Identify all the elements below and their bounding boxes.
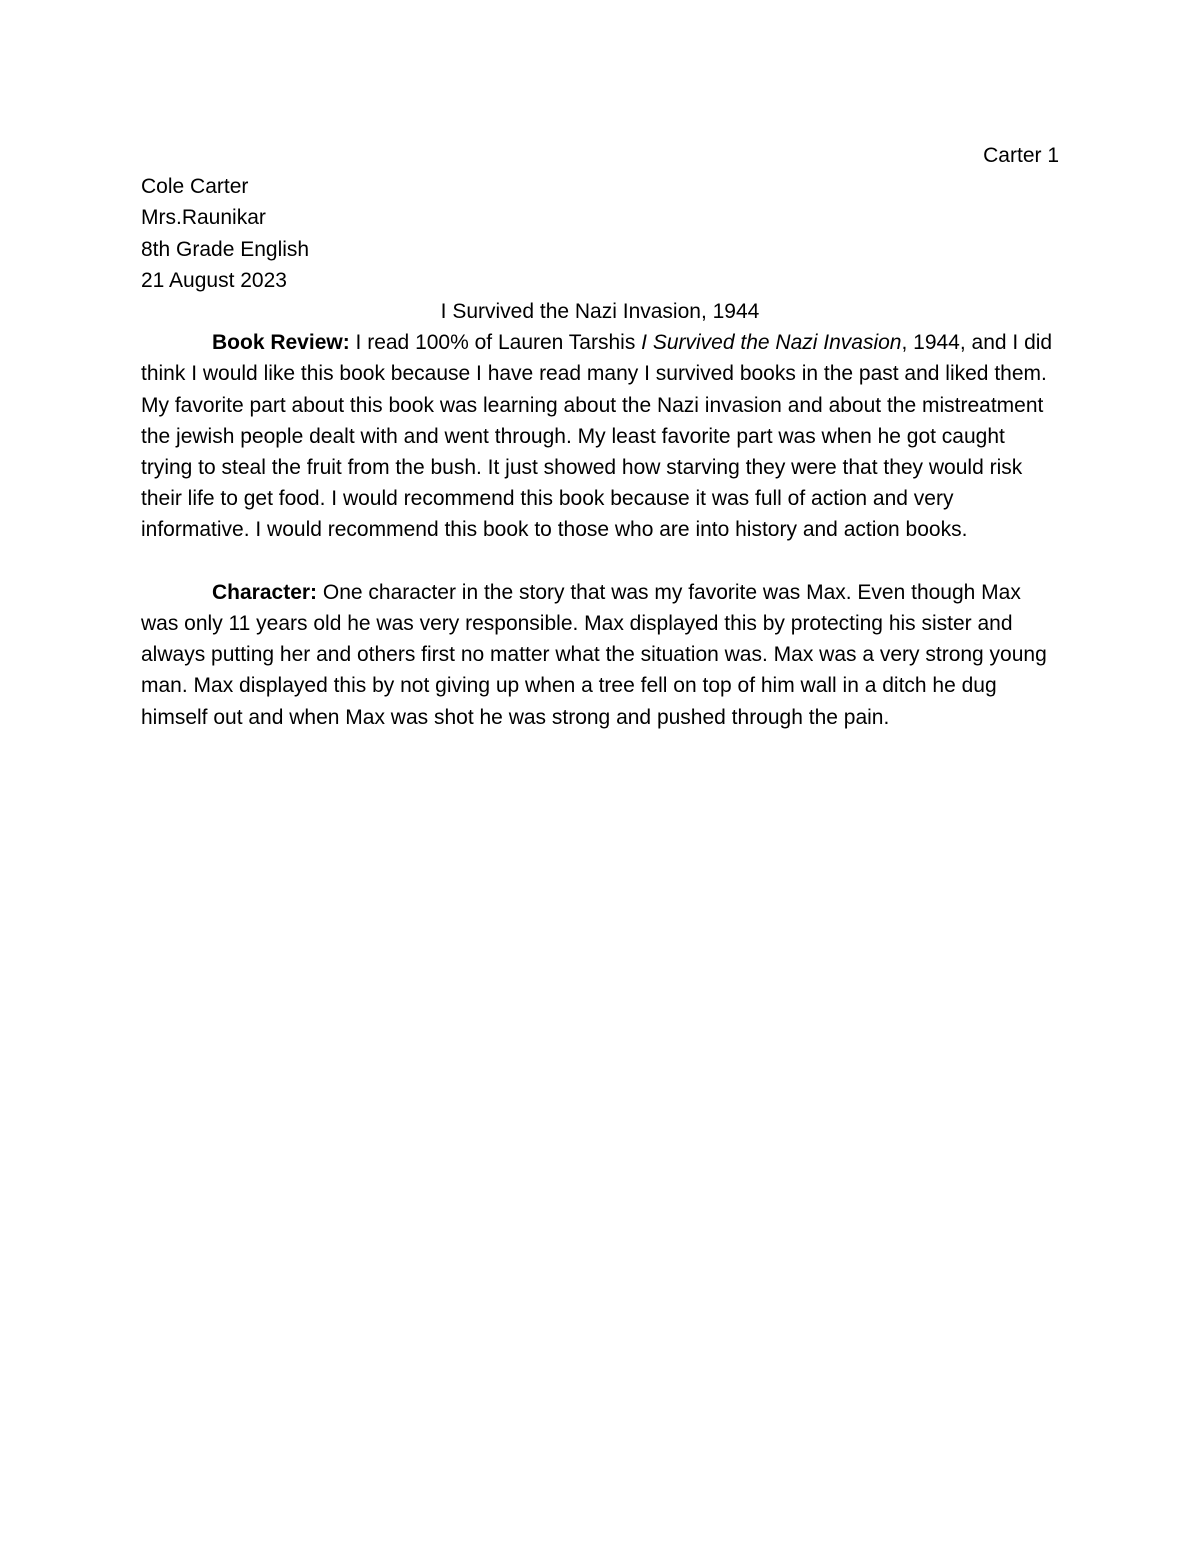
heading-date: 21 August 2023	[141, 268, 287, 292]
paragraph-character	[141, 577, 1059, 733]
paragraph-spacer	[141, 546, 1059, 577]
essay-title: I Survived the Nazi Invasion, 1944	[440, 300, 760, 324]
paragraph-text-after-title: , 1944, and I did think I would like this book because I have read many I survived books in the past and liked them. My favorite part about this book was learning about the Nazi invasion and about the mistreatment the jewish people dealt with and went through. My least favorite part was when he got caught trying to steal the fruit from the bush. It just showed how starving they were that they would risk their life to get food. I would recommend this book because it was full of action and very informative. I would recommend this book to those who are into history and action books.	[141, 331, 1053, 542]
paragraph-text-before-title: I read 100% of Lauren Tarshis	[349, 331, 642, 355]
book-title-italic: I Survived the Nazi Invasion	[641, 331, 902, 355]
heading-course: 8th Grade English	[141, 237, 310, 261]
heading-student-name: Cole Carter	[141, 175, 249, 199]
running-head-page-number: Carter 1	[983, 144, 1059, 167]
heading-teacher-name: Mrs.Raunikar	[141, 206, 266, 230]
paragraph-label-character: Character:	[212, 580, 318, 604]
paragraph-label-book-review: Book Review:	[212, 331, 350, 355]
document-body	[141, 140, 1059, 733]
paragraph-book-review	[141, 327, 1059, 545]
paragraph-text-character: One character in the story that was my favorite was Max. Even though Max was only 11 years old he was very responsible. Max displayed this by protecting his sister and always putting her and others first no matter what the situation was. Max was a very strong young man. Max displayed this by not giving up when a tree fell on top of him wall in a ditch he dug himself out and when Max was shot he was strong and pushed through the pain.	[141, 580, 1047, 729]
